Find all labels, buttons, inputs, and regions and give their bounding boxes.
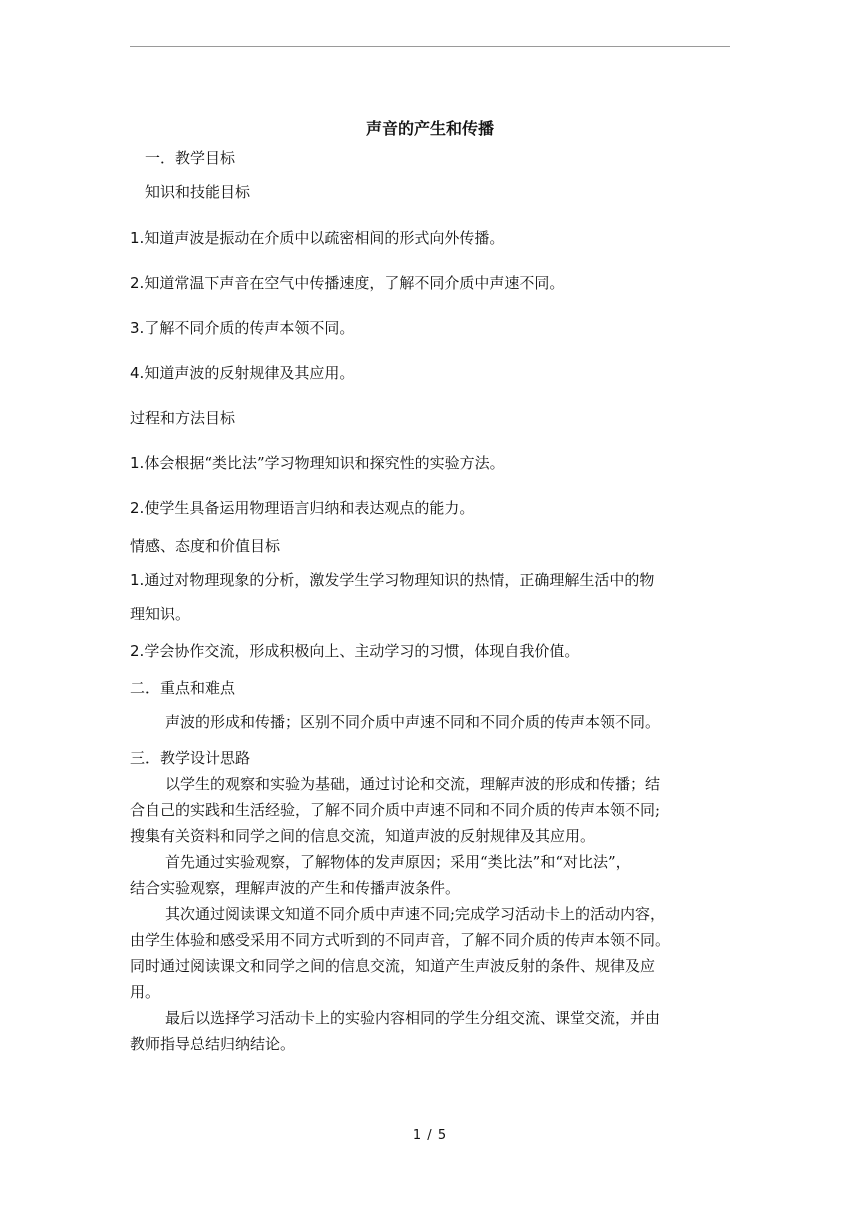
paragraph-line: 其次通过阅读课文知道不同介质中声速不同;完成学习活动卡上的活动内容， [165,905,666,923]
paragraph-line: 最后以选择学习活动卡上的实验内容相同的学生分组交流、课堂交流，并由 [165,1009,661,1027]
section-heading-key-points: 二．重点和难点 [130,679,236,697]
paragraph: 声波的形成和传播；区别不同介质中声速不同和不同介质的传声本领不同。 [165,713,661,731]
list-item: 1.通过对物理现象的分析，激发学生学习物理知识的热情，正确理解生活中的物 [130,571,655,589]
list-item: 2.使学生具备运用物理语言归纳和表达观点的能力。 [130,499,475,517]
page-indicator: 1 / 5 [412,1128,448,1143]
page-title: 声音的产生和传播 [365,119,494,138]
paragraph-line: 以学生的观察和实验为基础，通过讨论和交流，理解声波的形成和传播；结 [165,775,661,793]
list-item: 2.学会协作交流，形成积极向上、主动学习的习惯，体现自我价值。 [130,642,580,660]
list-item: 2.知道常温下声音在空气中传播速度，了解不同介质中声速不同。 [130,274,565,292]
subheading-emotion: 情感、态度和价值目标 [130,537,281,555]
list-item: 3.了解不同介质的传声本领不同。 [130,319,355,337]
list-item: 4.知道声波的反射规律及其应用。 [130,364,355,382]
subheading-knowledge: 知识和技能目标 [145,183,251,201]
subheading-process: 过程和方法目标 [130,409,236,427]
paragraph-line: 用。 [130,983,161,1001]
paragraph-line: 由学生体验和感受采用不同方式听到的不同声音，了解不同介质的传声本领不同。 [130,931,671,949]
list-item-continuation: 理知识。 [130,605,191,623]
section-heading-objectives: 一．教学目标 [145,149,236,167]
header-rule [130,46,730,47]
paragraph-line: 同时通过阅读课文和同学之间的信息交流，知道产生声波反射的条件、规律及应 [130,957,656,975]
section-heading-design: 三．教学设计思路 [130,749,251,767]
list-item: 1.体会根据“类比法”学习物理知识和探究性的实验方法。 [130,454,505,472]
paragraph-line: 搜集有关资料和同学之间的信息交流，知道声波的反射规律及其应用。 [130,827,596,845]
paragraph-line: 结合实验观察，理解声波的产生和传播声波条件。 [130,879,461,897]
paragraph-line: 首先通过实验观察，了解物体的发声原因；采用“类比法”和“对比法”， [165,853,631,871]
paragraph-line: 合自己的实践和生活经验，了解不同介质中声速不同和不同介质的传声本领不同; [130,801,661,819]
paragraph-line: 教师指导总结归纳结论。 [130,1035,296,1053]
list-item: 1.知道声波是振动在介质中以疏密相间的形式向外传播。 [130,229,505,247]
